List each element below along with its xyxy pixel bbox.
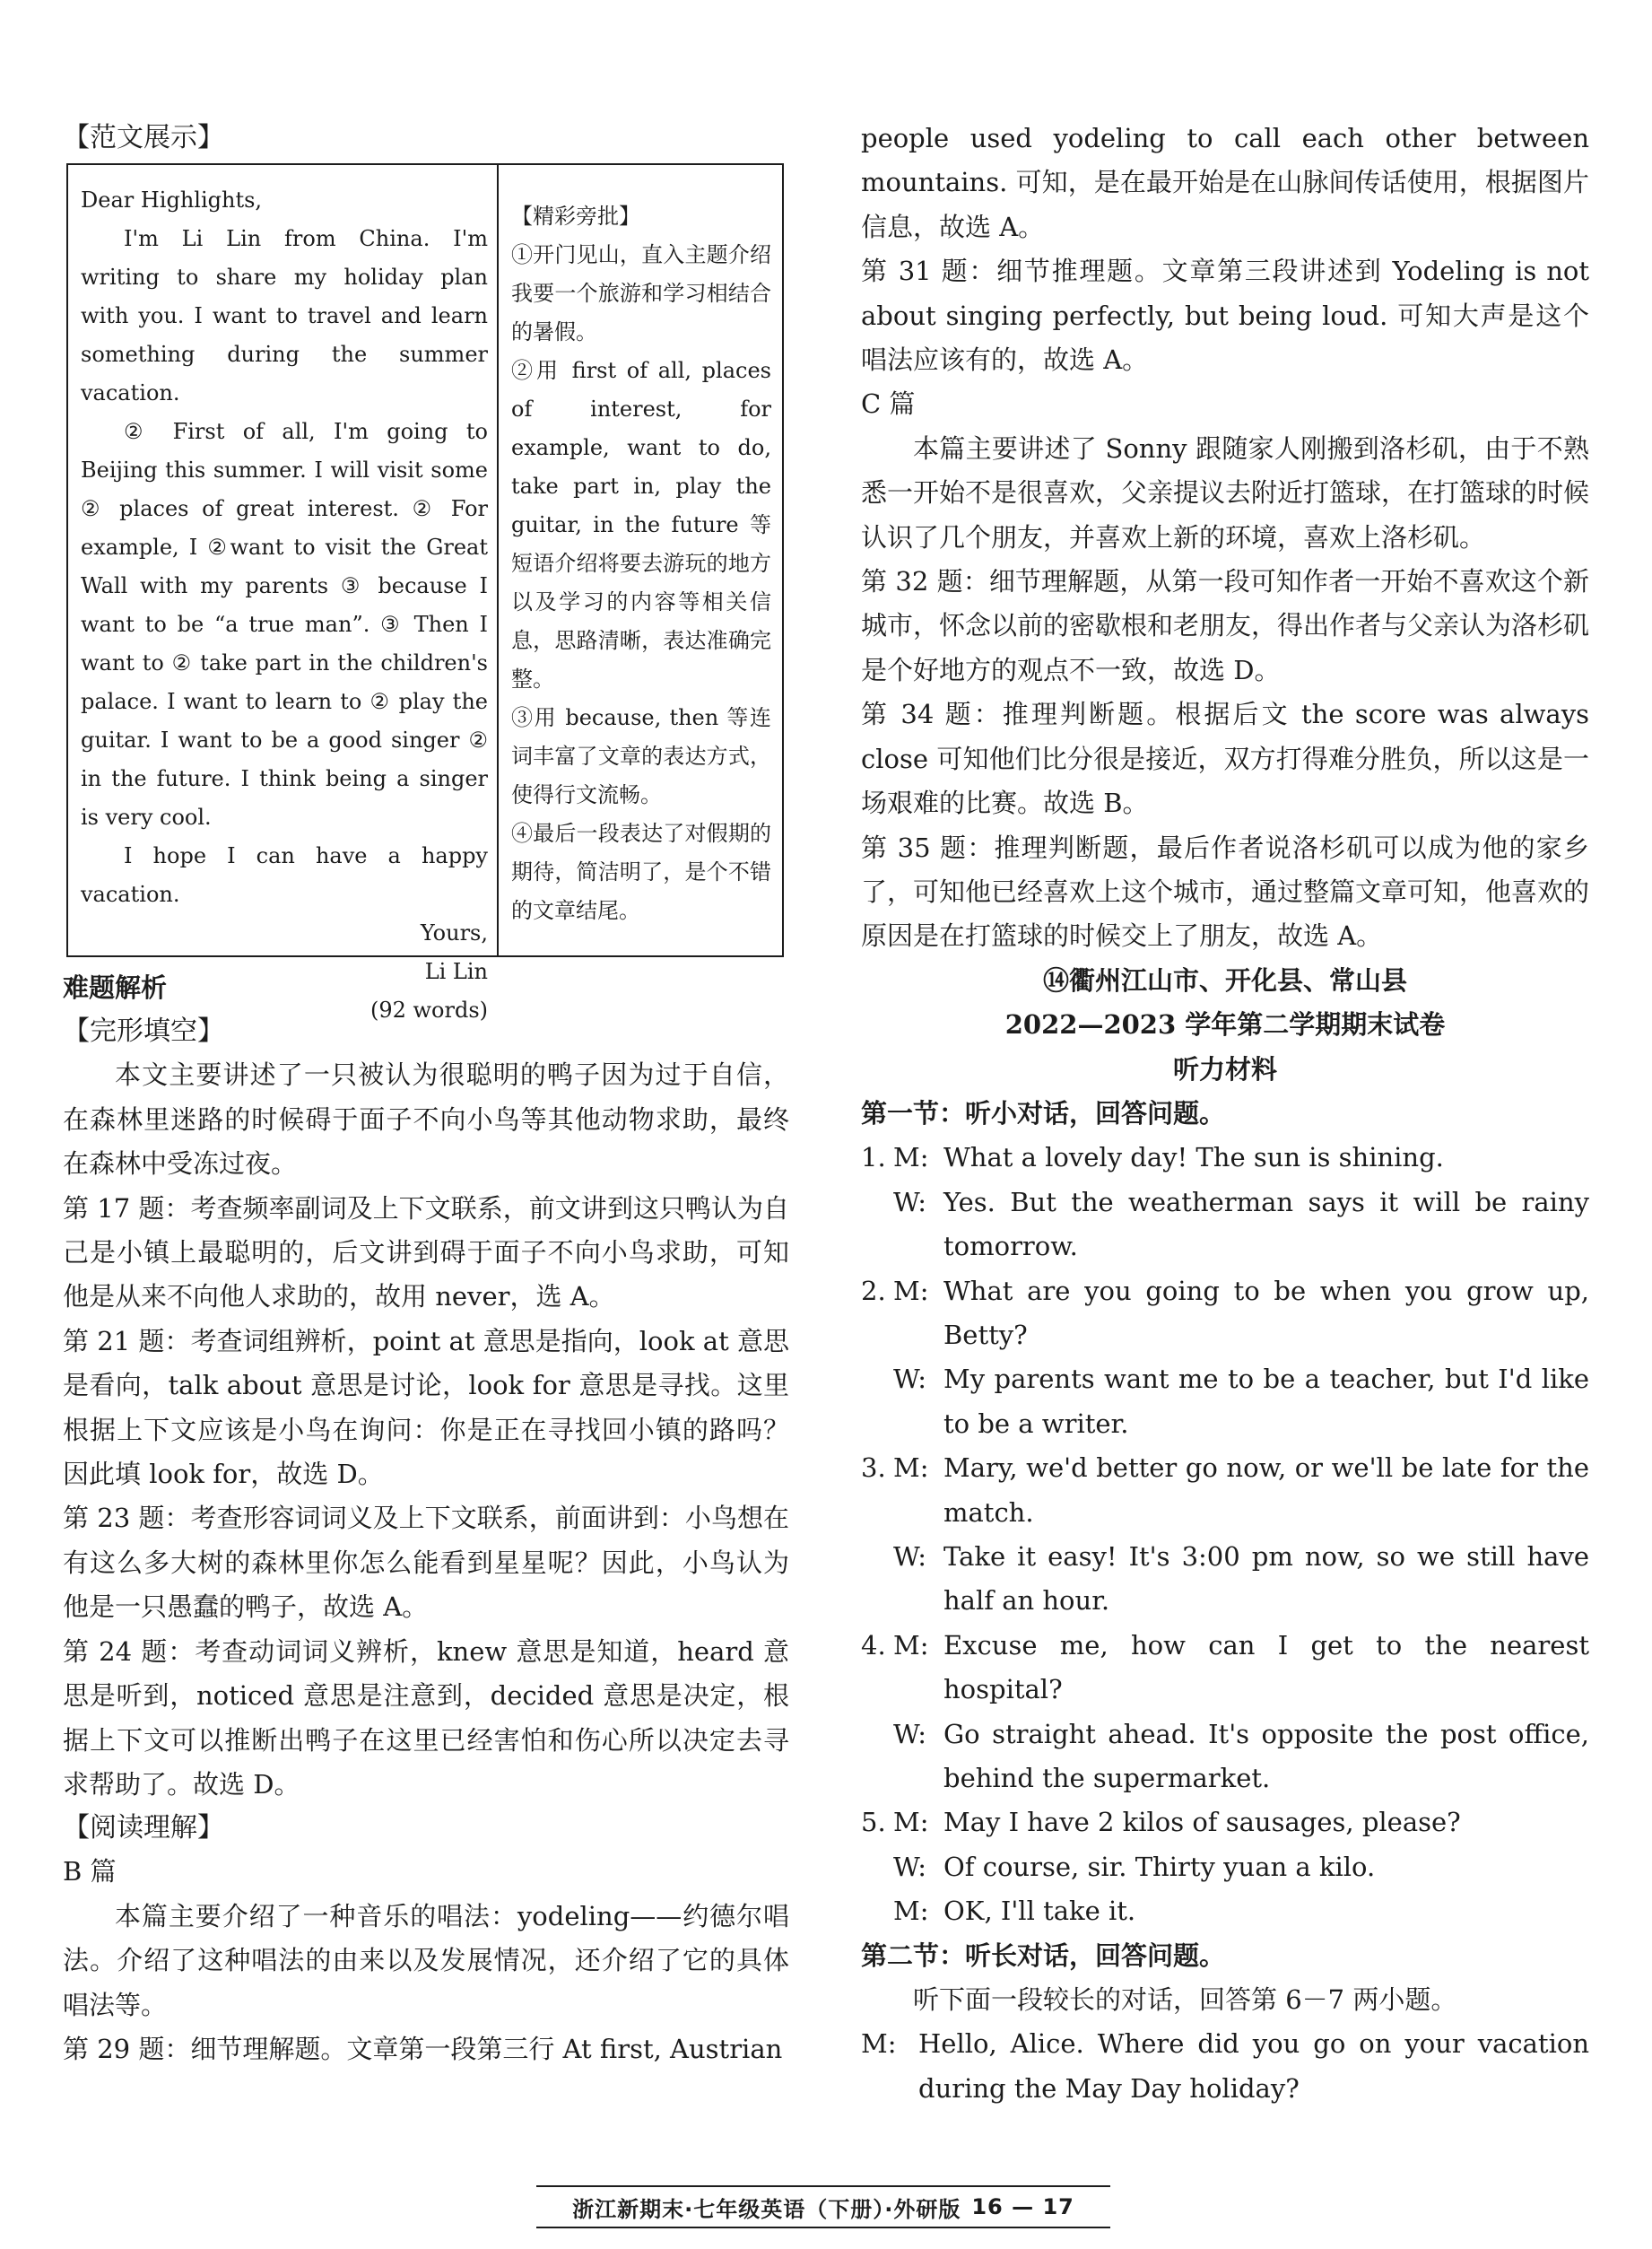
comment-item: ③用 because, then 等连词丰富了文章的表达方式，使得行文流畅。 [511,705,771,807]
letter-closing: Yours, [420,920,488,946]
dialogue-number: 1. [861,1142,886,1173]
letter-paragraph: I'm Li Lin from China. I'm writing to share my holiday plan with you. I want to travel and learn something during the summer vacation. [81,226,488,405]
comment-item: ②用 first of all, places of interest, for example, want to do, take part in, play the guitar, in the future 等短语介绍将要去游玩的地方以及学习的内容等相关信息，思路清晰，表达准确完整。 [511,358,771,692]
right-column [861,117,1589,2111]
passage-b-title: B 篇 [63,1856,117,1887]
cloze-analysis: 第 23 题：考查形容词词义及上下文联系，前面讲到：小鸟想在有这么多大树的森林里你怎么能看到星星呢？因此，小鸟认为他是一只愚蠢的鸭子，故选 A。 [63,1503,789,1623]
cloze-title: 【完形填空】 [63,1016,224,1048]
speaker: W: [893,1186,927,1217]
dialogue-line: OK, I'll take it. [943,1896,1136,1927]
speaker: M: [893,1896,929,1927]
dialogue-line: Hello, Alice. Where did you go on your vacation during the May Day holiday? [918,2028,1589,2104]
passage-b-analysis: 第 31 题：细节推理题。文章第三段讲述到 Yodeling is not about singing perfectly, but being loud. 可知大声是这个唱法应该有的，故选 A。 [861,256,1589,376]
dialogue-5 [861,1800,1589,1933]
passage-b-summary: 本篇主要介绍了一种音乐的唱法：yodeling——约德尔唱法。介绍了这种唱法的由来以及发展情况，还介绍了它的具体唱法等。 [63,1900,789,2020]
dialogue-line: May I have 2 kilos of sausages, please? [943,1807,1461,1838]
book-title: 浙江新期末·七年级英语（下册）·外研版 [572,2196,961,2222]
speaker: M: [861,2028,897,2060]
word-count: (92 words) [370,998,488,1023]
dialogue-line: Mary, we'd better go now, or we'll be late for the match. [943,1452,1589,1528]
cloze-analysis: 第 24 题：考查动词词义辨析，knew 意思是知道，heard 意思是听到，noticed 意思是注意到，decided 意思是决定，根据上下文可以推断出鸭子在这里已经害怕和伤心所以决定去寻求帮助了。故选 D。 [63,1635,789,1800]
letter-greeting: Dear Highlights, [81,187,263,213]
dialogue-line: Of course, sir. Thirty yuan a kilo. [943,1851,1376,1882]
dialogue-line: Take it easy! It's 3:00 pm now, so we still have half an hour. [943,1541,1589,1617]
passage-b-continued: people used yodeling to call each other between mountains. 可知，是在最开始是在山脉间传话使用，根据图片信息，故选 A。 [861,123,1589,242]
dialogue-1 [861,1136,1589,1268]
speaker: M: [893,1807,929,1838]
speaker: W: [893,1541,927,1572]
sample-title: 【范文展示】 [63,122,224,153]
dialogue-number: 5. [861,1807,886,1838]
exam-heading-listening: 听力材料 [1172,1053,1277,1085]
passage-c-summary: 本篇主要讲述了 Sonny 跟随家人刚搬到洛杉矶，由于不熟悉一开始不是很喜欢，父亲提议去附近打篮球，在打篮球的时候认识了几个朋友，并喜欢上新的环境，喜欢上洛杉矶。 [861,432,1590,553]
comments-panel [499,165,782,955]
reading-title: 【阅读理解】 [63,1812,224,1844]
exam-heading-region: ⑭衢州江山市、开化县、常山县 [1042,964,1407,996]
cloze-analysis: 第 17 题：考查频率副词及上下文联系，前文讲到这只鸭认为自己是小镇上最聪明的，后文讲到碍于面子不向小鸟求助，可知他是从来不向他人求助的，故用 never，选 A。 [63,1192,789,1312]
dialogue-line: Excuse me, how can I get to the nearest hospital? [943,1629,1589,1705]
section-2-intro: 听下面一段较长的对话，回答第 6－7 两小题。 [913,1984,1457,2016]
section-1-title: 第一节：听小对话，回答问题。 [861,1097,1226,1129]
speaker: M: [893,1275,929,1306]
difficult-title: 难题解析 [63,972,168,1003]
dialogue-line: What are you going to be when you grow up, Betty? [943,1275,1589,1350]
dialogue-number: 4. [861,1629,886,1661]
speaker: W: [893,1364,927,1395]
left-column [63,117,789,2071]
page-footer [536,2185,1110,2228]
exam-heading-term: 2022—2023 学年第二学期期末试卷 [1004,1009,1446,1041]
letter-paragraph: ② First of all, I'm going to Beijing this summer. I will visit some ② places of great interest. ② For example, I ②want to visit the Great Wall with my parents ③ because I want to be “a true man”. ③ Then I want to ② take part in the children's palace. I want to learn to ② play the guitar. I want to be a good singer ② in the future. I think being a singer is very cool. [81,419,488,830]
cloze-analysis: 第 21 题：考查词组辨析，point at 意思是指向，look at 意思是看向，talk about 意思是讨论，look for 意思是寻找。这里根据上下文应该是小鸟在询问：你是正在寻找回小镇的路吗？因此填 look for，故选 D。 [63,1325,789,1490]
comment-item: ④最后一段表达了对假期的期待，简洁明了，是个不错的文章结尾。 [511,821,771,923]
dialogue-line: Go straight ahead. It's opposite the post office, behind the supermarket. [943,1718,1589,1794]
letter-signature: Li Lin [424,959,488,984]
passage-c-analysis: 第 32 题：细节理解题，从第一段可知作者一开始不喜欢这个新城市，怀念以前的密歇根和老朋友，得出作者与父亲认为洛杉矶是个好地方的观点不一致，故选 D。 [861,566,1590,685]
dialogue-line: Yes. But the weatherman says it will be rainy tomorrow. [943,1186,1589,1262]
speaker: M: [893,1142,929,1173]
dialogue-line: My parents want me to be a teacher, but I'd like to be a writer. [943,1364,1589,1439]
dialogue-number: 2. [861,1275,886,1306]
dialogue-number: 3. [861,1452,886,1484]
long-dialogue-line [861,2022,1589,2111]
section-2-title: 第二节：听长对话，回答问题。 [861,1940,1226,1971]
page-number: 16 — 17 [971,2194,1074,2219]
dialogue-4 [861,1624,1589,1801]
cloze-summary: 本文主要讲述了一只被认为很聪明的鸭子因为过于自信，在森林里迷路的时候碍于面子不向小鸟等其他动物求助，最终在森林中受冻过夜。 [63,1059,789,1180]
dialogue-line: What a lovely day! The sun is shining. [943,1142,1444,1173]
letter-paragraph: I hope I can have a happy vacation. [81,843,488,907]
dialogue-2 [861,1269,1589,1447]
speaker: M: [893,1629,929,1661]
comments-title: 【精彩旁批】 [511,204,640,229]
speaker: M: [893,1452,929,1484]
speaker: W: [893,1718,927,1749]
passage-c-title: C 篇 [861,388,916,420]
comment-item: ①开门见山，直入主题介绍我要一个旅游和学习相结合的暑假。 [511,242,771,344]
dialogue-3 [861,1446,1589,1624]
passage-c-analysis: 第 35 题：推理判断题，最后作者说洛杉矶可以成为他的家乡了，可知他已经喜欢上这个城市，通过整篇文章可知，他喜欢的原因是在打篮球的时候交上了朋友，故选 A。 [861,832,1590,952]
passage-b-analysis: 第 29 题：细节理解题。文章第一段第三行 At first, Austrian [63,2033,783,2064]
passage-c-analysis: 第 34 题：推理判断题。根据后文 the score was always close 可知他们比分很是接近，双方打得难分胜负，所以这是一场艰难的比赛。故选 B。 [861,699,1589,819]
speaker: W: [893,1851,927,1882]
